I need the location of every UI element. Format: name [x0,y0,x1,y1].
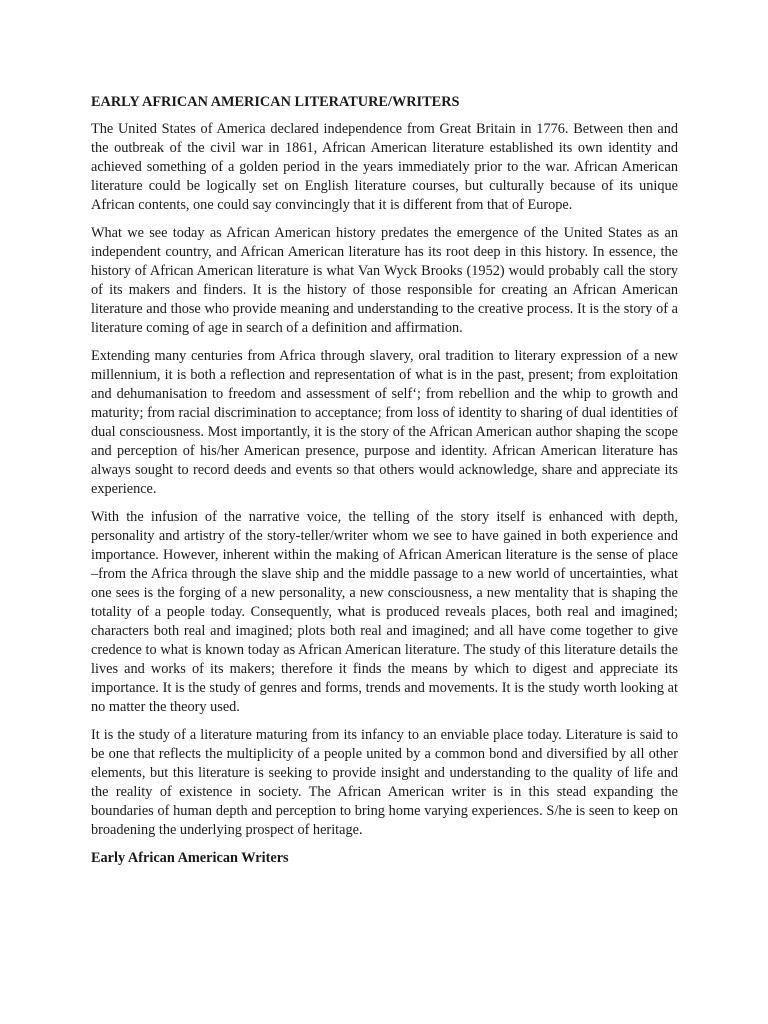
paragraph-2: What we see today as African American history predates the emergence of the United States as an independent country, and African American literature has its root deep in this history. In essence, the history of African American literature is what Van Wyck Brooks (1952) would probably call the story of its makers and finders. It is the history of those responsible for creating an African American literature and those who provide meaning and understanding to the creative process. It is the story of a literature coming of age in search of a definition and affirmation. [91,225,678,336]
document-title: EARLY AFRICAN AMERICAN LITERATURE/WRITERS [91,94,460,110]
paragraph-5: It is the study of a literature maturing from its infancy to an enviable place today. Literature is said to be one that reflects the multiplicity of a people united by a common bond and diversified by all other elements, but this literature is seeking to provide insight and understanding to the quality of life and the reality of existence in society. The African American writer is in this stead expanding the boundaries of human depth and perception to bring home varying experiences. S/he is seen to keep on broadening the underlying prospect of heritage. [91,727,678,838]
paragraph-4: With the infusion of the narrative voice, the telling of the story itself is enhanced with depth, personality and artistry of the story-teller/writer whom we see to have gained in both experience and importance. However, inherent within the making of African American literature is the sense of place –from the Africa through the slave ship and the middle passage to a new world of uncertainties, what one sees is the forging of a new personality, a new consciousness, a new mentality that is shaping the totality of a people today. Consequently, what is produced reveals places, both real and imagined; characters both real and imagined; plots both real and imagined; and all have come together to give credence to what is known today as African American literature. The study of this literature details the lives and works of its makers; therefore it finds the means by which to digest and appreciate its importance. It is the study of genres and forms, trends and movements. It is the study worth looking at no matter the theory used. [91,509,678,715]
paragraph-1: The United States of America declared independence from Great Britain in 1776. Between then and the outbreak of the civil war in 1861, African American literature established its own identity and achieved something of a golden period in the years immediately prior to the war. African American literature could be logically set on English literature courses, but culturally because of its unique African contents, one could say convincingly that it is different from that of Europe. [91,121,678,213]
page-content [91,93,678,868]
paragraph-3: Extending many centuries from Africa through slavery, oral tradition to literary expression of a new millennium, it is both a reflection and representation of what is in the past, present; from exploitation and dehumanisation to freedom and assessment of self‘; from rebellion and the whip to growth and maturity; from racial discrimination to acceptance; from loss of identity to sharing of dual identities of dual consciousness. Most importantly, it is the story of the African American author shaping the scope and perception of his/her American presence, purpose and identity. African American literature has always sought to record deeds and events so that others would acknowledge, share and appreciate its experience. [91,348,678,497]
section-subheading: Early African American Writers [91,850,289,866]
